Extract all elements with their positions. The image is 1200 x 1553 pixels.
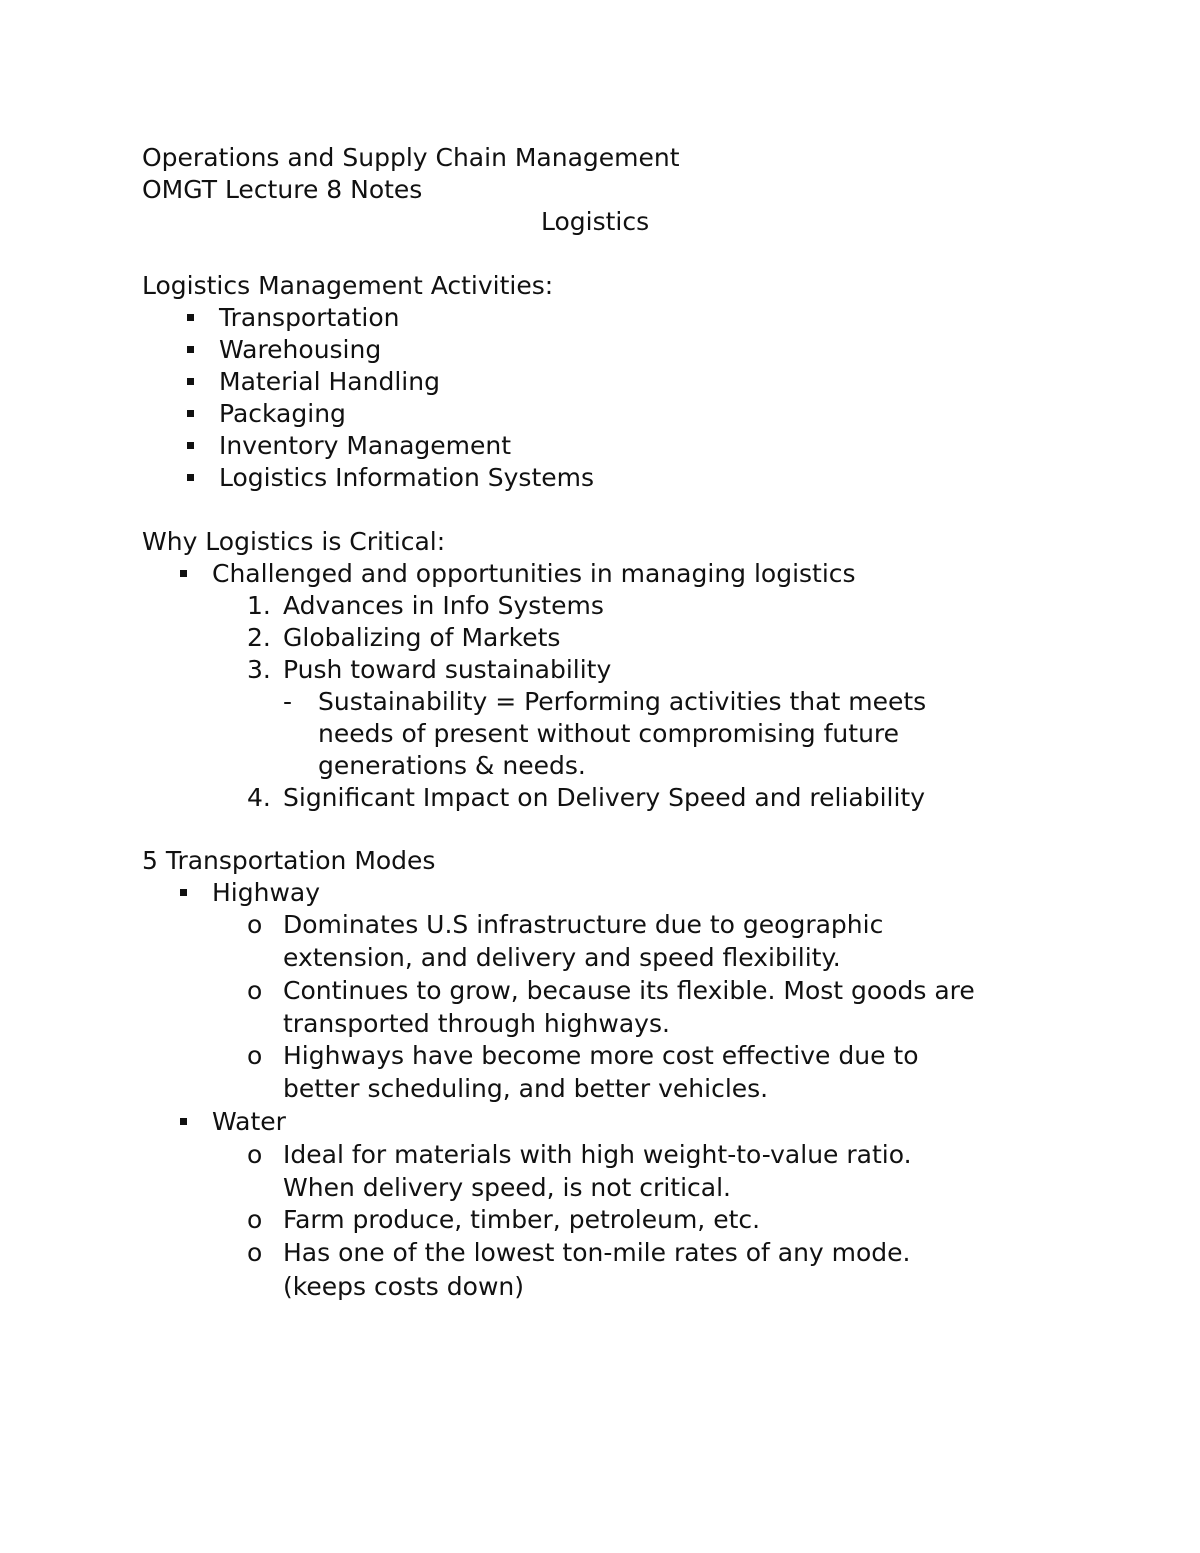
- activity-item: Warehousing: [219, 335, 382, 364]
- circle-bullet-icon: o: [247, 910, 263, 939]
- highway-line: better scheduling, and better vehicles.: [283, 1074, 769, 1103]
- critical-item: Push toward sustainability: [283, 655, 612, 684]
- highway-line: Dominates U.S infrastructure due to geographic: [283, 910, 884, 939]
- critical-item: Advances in Info Systems: [283, 591, 604, 620]
- square-bullet-icon: [187, 346, 194, 353]
- critical-heading: Why Logistics is Critical:: [142, 527, 446, 556]
- mode-label: Highway: [212, 878, 321, 907]
- sustainability-line: Sustainability = Performing activities that meets: [318, 687, 927, 716]
- circle-bullet-icon: o: [247, 976, 263, 1005]
- square-bullet-icon: [187, 314, 194, 321]
- square-bullet-icon: [180, 570, 187, 577]
- list-number: 3.: [247, 655, 271, 684]
- critical-point: Challenged and opportunities in managing logistics: [212, 559, 856, 588]
- circle-bullet-icon: o: [247, 1205, 263, 1234]
- activity-item: Material Handling: [219, 367, 440, 396]
- lecture-title: OMGT Lecture 8 Notes: [142, 175, 423, 204]
- water-line: Farm produce, timber, petroleum, etc.: [283, 1205, 761, 1234]
- sustainability-line: generations & needs.: [318, 751, 586, 780]
- list-number: 1.: [247, 591, 271, 620]
- water-line: Has one of the lowest ton-mile rates of any mode.: [283, 1238, 911, 1267]
- square-bullet-icon: [187, 442, 194, 449]
- activities-heading: Logistics Management Activities:: [142, 271, 554, 300]
- highway-line: Continues to grow, because its flexible. Most goods are: [283, 976, 975, 1005]
- square-bullet-icon: [187, 410, 194, 417]
- water-line: (keeps costs down): [283, 1272, 524, 1301]
- activity-item: Logistics Information Systems: [219, 463, 594, 492]
- square-bullet-icon: [180, 1118, 187, 1125]
- highway-line: extension, and delivery and speed flexibility.: [283, 943, 841, 972]
- square-bullet-icon: [180, 889, 187, 896]
- circle-bullet-icon: o: [247, 1041, 263, 1070]
- square-bullet-icon: [187, 378, 194, 385]
- course-title: Operations and Supply Chain Management: [142, 143, 680, 172]
- critical-item: Globalizing of Markets: [283, 623, 561, 652]
- list-number: 4.: [247, 783, 271, 812]
- circle-bullet-icon: o: [247, 1140, 263, 1169]
- topic-title: Logistics: [541, 207, 650, 236]
- circle-bullet-icon: o: [247, 1238, 263, 1267]
- highway-line: Highways have become more cost effective due to: [283, 1041, 919, 1070]
- mode-label: Water: [212, 1107, 286, 1136]
- sustainability-line: needs of present without compromising future: [318, 719, 900, 748]
- critical-item: Significant Impact on Delivery Speed and reliability: [283, 783, 926, 812]
- activity-item: Inventory Management: [219, 431, 512, 460]
- square-bullet-icon: [187, 474, 194, 481]
- modes-heading: 5 Transportation Modes: [142, 846, 436, 875]
- activity-item: Packaging: [219, 399, 346, 428]
- list-number: 2.: [247, 623, 271, 652]
- dash-marker: -: [283, 687, 293, 716]
- water-line: When delivery speed, is not critical.: [283, 1173, 731, 1202]
- activity-item: Transportation: [219, 303, 400, 332]
- water-line: Ideal for materials with high weight-to-value ratio.: [283, 1140, 912, 1169]
- highway-line: transported through highways.: [283, 1009, 670, 1038]
